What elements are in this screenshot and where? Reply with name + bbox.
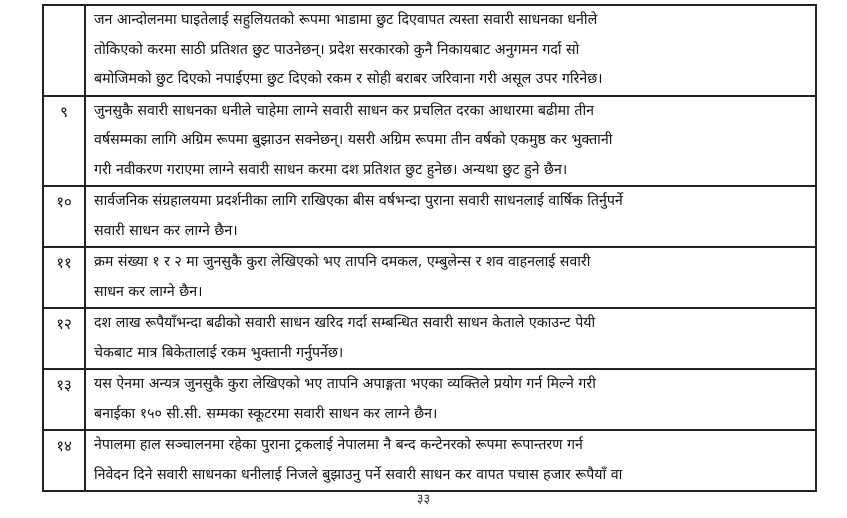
table-row	[43, 369, 816, 430]
row-number: ११	[43, 247, 85, 308]
row-number: १३	[43, 369, 85, 430]
text-line: तोकिएको करमा साठी प्रतिशत छुट पाउनेछन्। प्रदेश सरकारको कुनै निकायबाट अनुगमन गर्दा सो	[94, 41, 580, 58]
row-number	[43, 5, 85, 96]
text-line: गरी नवीकरण गराएमा लाग्ने सवारी साधन करमा दश प्रतिशत छुट हुनेछ। अन्यथा छुट हुने छैन।	[94, 161, 568, 178]
table-row	[43, 5, 816, 96]
text-line: निवेदन दिने सवारी साधनका धनीलाई निजले बुझाउनु पर्ने सवारी साधन कर वापत पचास हजार रूपैयाँ वा	[94, 466, 623, 483]
row-text	[85, 186, 816, 247]
text-line: वर्षसम्मका लागि अग्रिम रूपमा बुझाउन सक्नेछन्। यसरी अग्रिम रूपमा तीन वर्षको एकमुष्ठ कर भुक्तानी	[94, 132, 613, 148]
page-number: ३३	[416, 492, 431, 507]
table-row	[43, 308, 816, 369]
row-number: १२	[43, 308, 85, 369]
row-text	[85, 247, 816, 308]
row-number: १४	[43, 430, 85, 491]
text-line: बनाईका १५० सी.सी. सम्मका स्कूटरमा सवारी साधन कर लाग्ने छैन।	[94, 405, 438, 422]
row-text	[85, 308, 816, 369]
text-line: जुनसुकै सवारी साधनका धनीले चाहेमा लाग्ने सवारी साधन कर प्रचलित दरका आधारमा बढीमा तीन	[94, 102, 594, 119]
row-text	[85, 96, 816, 187]
text-line: सार्वजनिक संग्रहालयमा प्रदर्शनीका लागि राखिएका बीस वर्षभन्दा पुराना सवारी साधनलाई वार्षिक तिर्नुपर्ने	[94, 193, 623, 209]
row-number: ९	[43, 96, 85, 187]
table-row	[43, 430, 816, 491]
text-line: नेपालमा हाल सञ्चालनमा रहेका पुराना ट्रकलाई नेपालमा नै बन्द कन्टेनरको रूपमा रूपान्तरण गर्न	[94, 437, 583, 453]
table-row	[43, 96, 816, 187]
text-line: दश लाख रूपैयाँभन्दा बढीको सवारी साधन खरिद गर्दा सम्बन्धित सवारी साधन केताले एकाउन्ट पेयी	[94, 315, 596, 331]
row-text	[85, 430, 816, 491]
text-line: क्रम संख्या १ र २ मा जुनसुकै कुरा लेखिएको भए तापनि दमकल, एम्बुलेन्स र शव वाहनलाई सवारी	[94, 254, 591, 270]
schedule-table	[42, 4, 817, 492]
text-line: जन आन्दोलनमा घाइतेलाई सहुलियतको रूपमा भाडामा छुट दिएवापत त्यस्ता सवारी साधनका धनीले	[94, 12, 598, 28]
text-line: सवारी साधन कर लाग्ने छैन।	[94, 222, 238, 239]
text-line: बमोजिमको छुट दिएको नपाईएमा छुट दिएको रकम र सोही बराबर जरिवाना गरी असूल उपर गरिनेछ।	[94, 71, 603, 87]
text-line: साधन कर लाग्ने छैन।	[94, 283, 203, 300]
text-line: यस ऐनमा अन्यत्र जुनसुकै कुरा लेखिएको भए तापनि अपाङ्गता भएका व्यक्तिले प्रयोग गर्न मिल्ने गरी	[94, 376, 596, 392]
table-row	[43, 247, 816, 308]
row-text	[85, 5, 816, 96]
row-number: १०	[43, 186, 85, 247]
row-text	[85, 369, 816, 430]
text-line: चेकबाट मात्र बिकेतालाई रकम भुक्तानी गर्नुपर्नेछ।	[94, 344, 344, 361]
table-row	[43, 186, 816, 247]
